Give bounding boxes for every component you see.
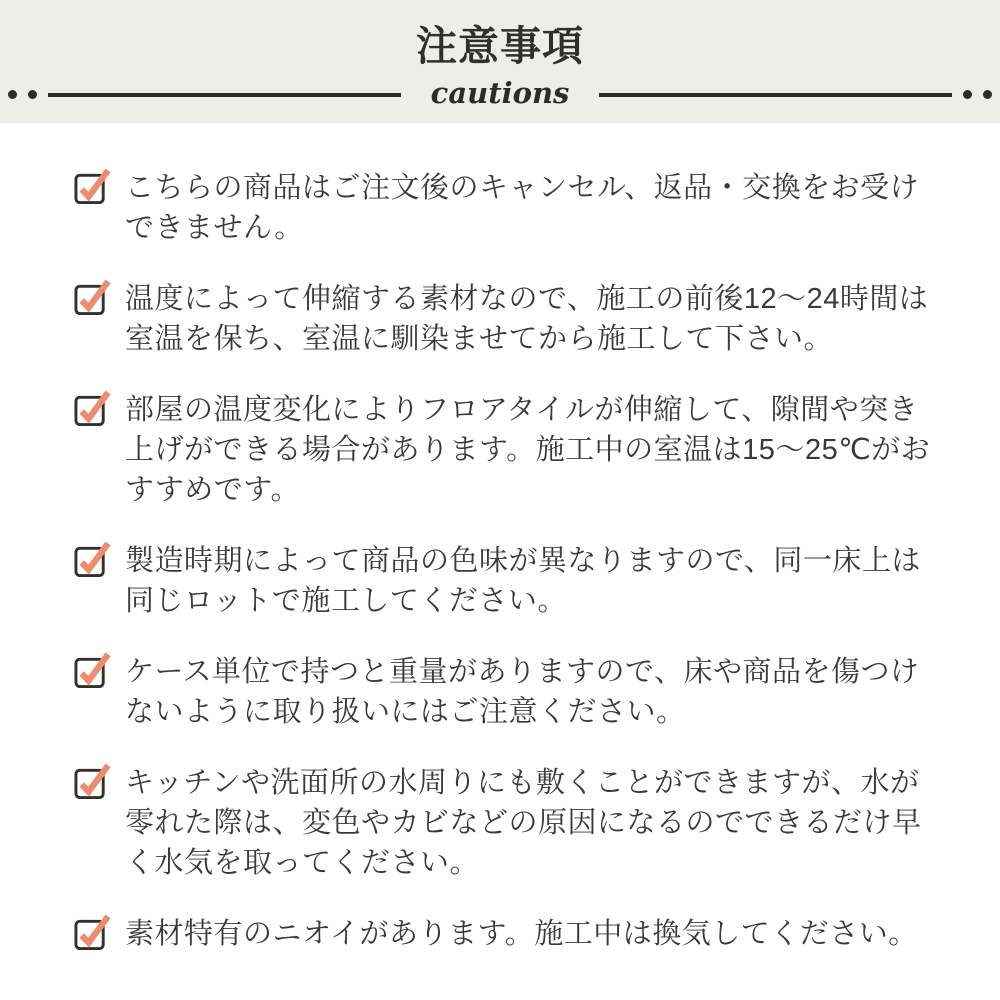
checked-checkbox-icon (74, 762, 111, 800)
checked-checkbox-icon (74, 540, 111, 578)
divider-dot (28, 90, 37, 99)
caution-text: 素材特有のニオイがあります。施工中は換気してください。 (125, 918, 918, 950)
header (0, 0, 1000, 123)
caution-item (74, 652, 940, 732)
divider-line (599, 93, 952, 97)
divider-dot (963, 90, 972, 99)
header-subtitle: cautions (430, 75, 570, 110)
caution-item (74, 279, 940, 359)
caution-item (74, 763, 940, 883)
caution-text: ケース単位で持つと重量がありますので、床や商品を傷つけないように取り扱いにはご注意ください。 (125, 656, 920, 728)
divider-dot (983, 90, 992, 99)
caution-text: こちらの商品はご注文後のキャンセル、返品・交換をお受けできません。 (125, 172, 920, 244)
caution-text: 部屋の温度変化によりフロアタイルが伸縮して、隙間や突き上げができる場合があります。施工中の室温は15〜25℃がおすすめです。 (125, 394, 931, 506)
divider-line (48, 93, 401, 97)
caution-item (74, 541, 940, 621)
caution-item (74, 390, 940, 510)
divider-dot (8, 90, 17, 99)
checked-checkbox-icon (74, 389, 111, 427)
cautions-list (0, 123, 1000, 954)
caution-text: 製造時期によって商品の色味が異なりますので、同一床上は同じロットで施工してください。 (125, 545, 921, 617)
checked-checkbox-icon (74, 278, 111, 316)
caution-text: キッチンや洗面所の水周りにも敷くことができますが、水が零れた際は、変色やカビなどの原因になるのでできるだけ早く水気を取ってください。 (125, 767, 922, 879)
checked-checkbox-icon (74, 167, 111, 205)
caution-item (74, 914, 940, 954)
header-divider (0, 76, 1000, 113)
page-title: 注意事項 (416, 23, 584, 69)
checked-checkbox-icon (74, 651, 111, 689)
checked-checkbox-icon (74, 913, 111, 951)
caution-text: 温度によって伸縮する素材なので、施工の前後12〜24時間は室温を保ち、室温に馴染ませてから施工して下さい。 (125, 283, 929, 355)
caution-item (74, 168, 940, 248)
